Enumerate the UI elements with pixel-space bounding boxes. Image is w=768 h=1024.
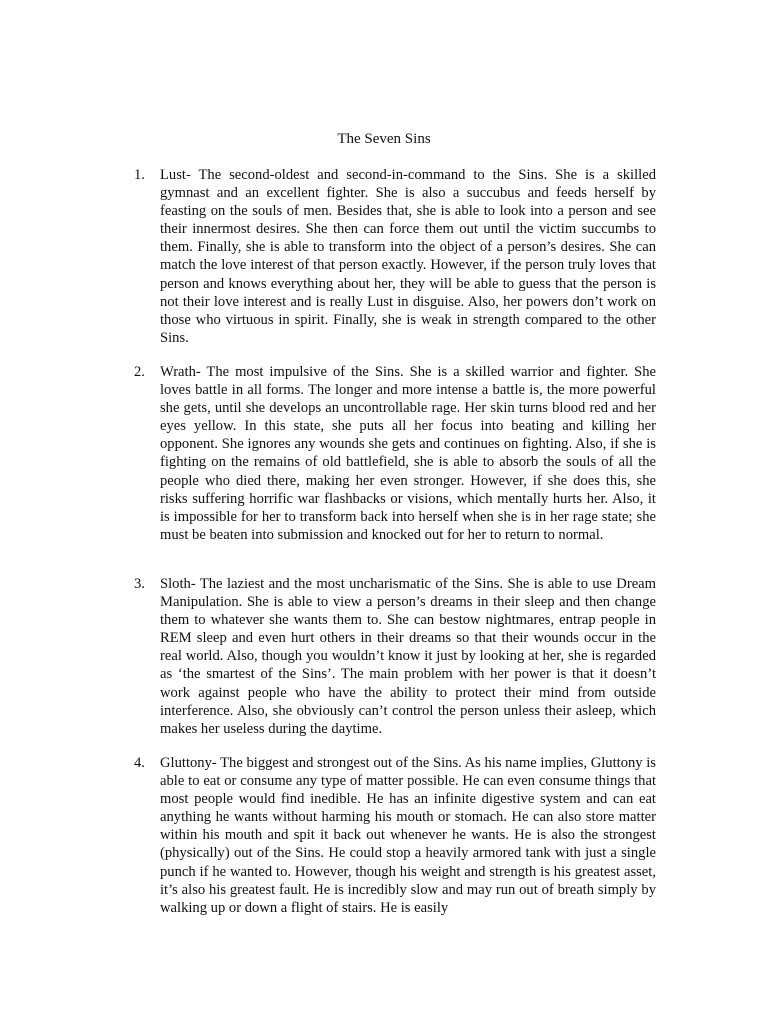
list-item-text: Lust- The second-oldest and second-in-command to the Sins. She is a skilled gymnast and an excellent fighter. She is also a succubus and feeds herself by feasting on the souls of men. Besides that, she is able to look into a person and see their innermost desires. She then can force them out until the victim succumbs to them. Finally, she is able to transform into the object of a person’s desires. She can match the love interest of that person exactly. However, if the person truly loves that person and knows everything about her, they will be able to guess that the person is not their love interest and is really Lust in disguise. Also, her powers don’t work on those who virtuous in spirit. Finally, she is weak in strength compared to the other Sins.: [160, 167, 656, 346]
list-item-number: 4.: [134, 755, 145, 771]
list-item-text: Sloth- The laziest and the most uncharismatic of the Sins. She is able to use Dream Manipulation. She is able to view a person’s dreams in their sleep and then change them to whatever she wants them to. She can bestow nightmares, entrap people in REM sleep and even hurt others in their dreams so that their wounds occur in the real world. Also, though you wouldn’t know it just by looking at her, she is regarded as ‘the smartest of the Sins’. The main problem with her power is that it doesn’t work against people who have the ability to protect their mind from outside interference. Also, she obviously can’t control the person unless their asleep, which makes her useless during the daytime.: [160, 576, 656, 737]
list-item-text: Gluttony- The biggest and strongest out of the Sins. As his name implies, Gluttony is able to eat or consume any type of matter possible. He can even consume things that most people would find inedible. He has an infinite digestive system and can eat anything he wants without harming his mouth or stomach. He can also store matter within his mouth and spit it back out whenever he wants. He is also the strongest (physically) out of the Sins. He could stop a heavily armored tank with just a single punch if he wanted to. However, though his weight and strength is his greatest asset, it’s also his greatest fault. He is incredibly slow and may run out of breath simply by walking up or down a flight of stairs. He is easily: [160, 755, 656, 916]
document-title: The Seven Sins: [337, 131, 431, 147]
list-item-number: 1.: [134, 167, 145, 183]
list-item-text: Wrath- The most impulsive of the Sins. She is a skilled warrior and fighter. She loves battle in all forms. The longer and more intense a battle is, the more powerful she gets, until she develops an uncontrollable rage. Her skin turns blood red and her eyes yellow. In this state, she puts all her focus into beating and killing her opponent. She ignores any wounds she gets and continues on fighting. Also, if she is fighting on the remains of old battlefield, she is able to absorb the souls of all the people who died there, making her even stronger. However, if she does this, she risks suffering horrific war flashbacks or visions, which mentally hurts her. Also, it is impossible for her to transform back into herself when she is in her rage state; she must be beaten into submission and knocked out for her to return to normal.: [160, 364, 656, 543]
list-item-number: 2.: [134, 364, 145, 380]
list-item-number: 3.: [134, 576, 145, 592]
